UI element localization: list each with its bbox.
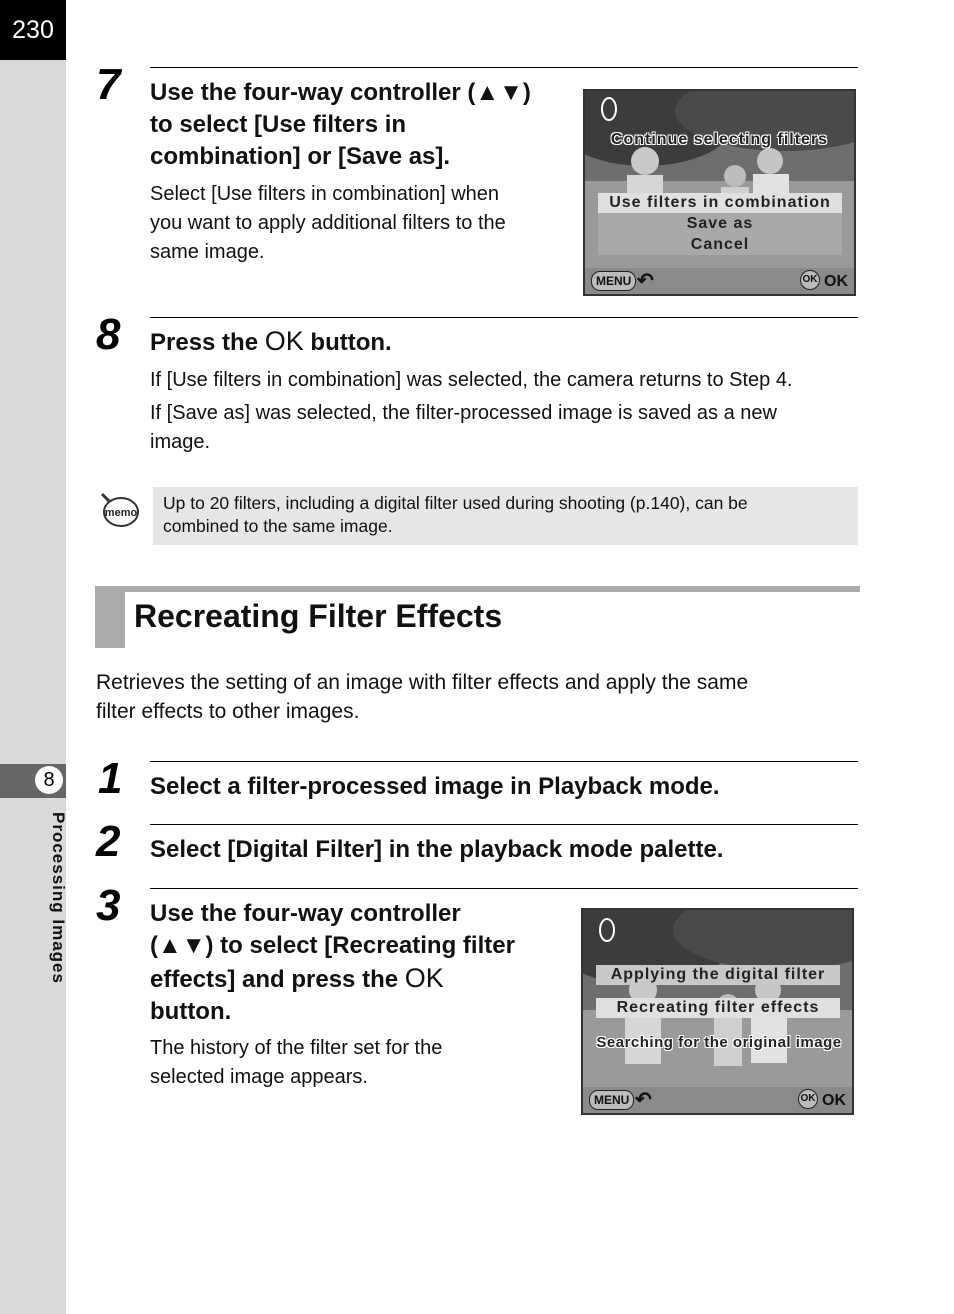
step-7-body-line: Select [Use filters in combination] when [150,183,500,205]
option-searching-original[interactable]: Searching for the original image [596,1034,842,1051]
step-7-body-line: you want to apply additional filters to the [150,212,506,234]
menu-button-icon: MENU [589,1090,634,1110]
menu-button-icon: MENU [591,271,636,291]
step-8-title-text: button. [303,329,392,356]
step-1-number: 1 [98,754,121,803]
step-8-rule [150,317,858,318]
screen2-bottom-bar [583,1087,852,1113]
step-1-rule [150,761,858,762]
ok-button-glyph: OK [264,326,304,356]
step-8-body [150,366,870,457]
step-1-title: Select a filter-processed image in Playback mode. [150,773,720,800]
step-7-title-line: Use the four-way controller (▲▼) [150,79,531,106]
step-3-title-text: effects] and press the [150,966,405,993]
step-7-title-line: to select [Use filters in [150,111,407,138]
ok-button-icon: OK [800,270,820,290]
menu-option-cancel[interactable]: Cancel [690,236,750,253]
back-arrow-icon: ↶ [635,1089,652,1111]
step-8-body-line: If [Use filters in combination] was selected, the camera returns to Step 4. [150,369,793,391]
step-3-number: 3 [96,881,119,930]
section-block [95,592,125,648]
step-7-number: 7 [96,60,119,109]
step-7-rule [150,67,858,68]
back-arrow-icon: ↶ [637,270,654,292]
step-8-number: 8 [96,310,119,359]
option-recreating-filter-effects[interactable]: Recreating filter effects [596,998,840,1018]
intro-line: filter effects to other images. [96,700,360,723]
step-2-title: Select [Digital Filter] in the playback mode palette. [150,836,724,863]
step-3-body-line: selected image appears. [150,1066,368,1088]
memo-icon [98,492,140,528]
step-7-body-line: same image. [150,241,265,263]
screen1-bottom-bar [585,268,854,294]
section-bar [95,586,860,592]
ok-label: OK [824,273,848,290]
menu-option-save-as[interactable]: Save as [686,215,754,232]
step-3-title-line: (▲▼) to select [Recreating filter [150,932,515,959]
step-7-body [150,180,506,267]
step-3-body-line: The history of the filter set for the [150,1037,443,1059]
chapter-label: Processing Images [49,812,68,984]
memo-line: Up to 20 filters, including a digital filter used during shooting (p.140), can be [163,493,748,513]
step-3-title [150,898,515,1028]
chapter-number: 8 [35,766,63,794]
step-7-title [150,77,531,173]
step-3-title-line: Use the four-way controller [150,900,461,927]
step-2-number: 2 [96,817,119,866]
memo-line: combined to the same image. [163,516,393,536]
step-3-title-line [150,962,515,996]
step-2-rule [150,824,858,825]
screen1-heading: Continue selecting filters [610,131,829,148]
intro-line: Retrieves the setting of an image with filter effects and apply the same [96,671,749,694]
menu-option-use-filters[interactable]: Use filters in combination [598,193,842,213]
option-applying-digital-filter[interactable]: Applying the digital filter [596,965,840,985]
svg-text:memo: memo [104,507,138,519]
page-number: 230 [0,0,66,60]
chapter-sidebar [0,0,66,1314]
memo-text [163,492,853,538]
camera-screen-continue-filters [583,89,856,296]
step-8-body-line: If [Save as] was selected, the filter-processed image is saved as a new [150,402,777,424]
ok-button-glyph: OK [404,963,444,993]
section-title: Recreating Filter Effects [134,598,503,634]
step-3-title-line: button. [150,998,232,1025]
section-intro [96,668,856,726]
step-3-rule [150,888,858,889]
step-8-body-line: image. [150,431,211,453]
step-8-title [150,325,392,359]
camera-screen-recreate-filter [581,908,854,1115]
ok-label: OK [822,1092,846,1109]
step-8-title-text: Press the [150,329,265,356]
step-3-body [150,1034,442,1092]
ok-button-icon: OK [798,1089,818,1109]
step-7-title-line: combination] or [Save as]. [150,143,451,170]
